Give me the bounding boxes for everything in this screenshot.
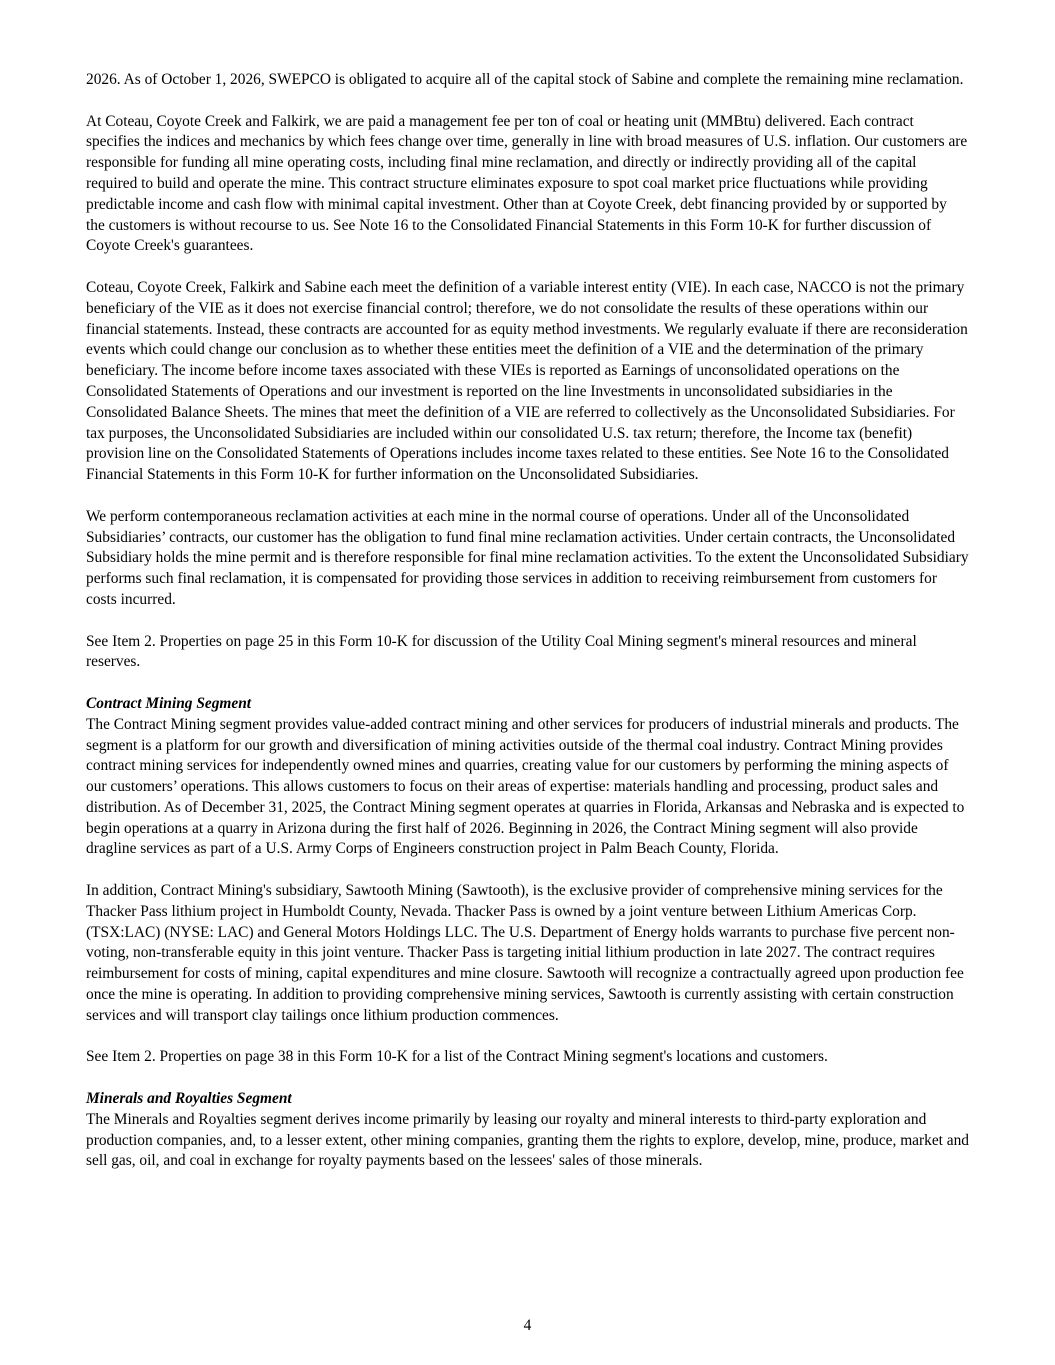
paragraph-sawtooth-mining: In addition, Contract Mining's subsidiary, Sawtooth Mining (Sawtooth), is the exclusive provider of comprehensive mining services for the Thacker Pass lithium project in Humboldt County, Nevada. Thacker Pass is owned by a joint venture between Lithium Americas Corp. (TSX:LAC) (NYSE: LAC) and General Motors Holdings LLC. The U.S. Department of Energy holds warrants to purchase five percent non-voting, non-transferable equity in this joint venture. Thacker Pass is targeting initial lithium production in late 2027. The contract requires reimbursement for costs of mining, capital expenditures and mine closure. Sawtooth will recognize a contractually agreed upon production fee once the mine is operating. In addition to providing comprehensive mining services, Sawtooth is currently assisting with certain construction services and will transport clay tailings once lithium production commences. [86,882,964,1024]
paragraph-management-fee: At Coteau, Coyote Creek and Falkirk, we are paid a management fee per ton of coal or heating unit (MMBtu) delivered. Each contract specifies the indices and mechanics by which fees change over time, generally in line with broad measures of U.S. inflation. Our customers are responsible for funding all mine operating costs, including final mine reclamation, and directly or indirectly providing all of the capital required to build and operate the mine. This contract structure eliminates exposure to spot coal market price fluctuations while providing predictable income and cash flow with minimal capital investment. Other than at Coyote Creek, debt financing provided by or supported by the customers is without recourse to us. See Note 16 to the Consolidated Financial Statements in this Form 10-K for further discussion of Coyote Creek's guarantees. [86,112,968,255]
minerals-royalties-overview: The Minerals and Royalties segment derives income primarily by leasing our royalty and mineral interests to third-party exploration and production companies, and, to a lesser extent, other mining companies, granting them the rights to explore, develop, mine, produce, market and sell gas, oil, and coal in exchange for royalty payments based on the lessees' sales of those minerals. [86,1110,970,1170]
contract-mining-heading: Contract Mining Segment [86,694,252,712]
minerals-royalties-heading: Minerals and Royalties Segment [86,1090,292,1108]
paragraph-contemporaneous-reclamation: We perform contemporaneous reclamation activities at each mine in the normal course of operations. Under all of the Unconsolidated Subsidiaries’ contracts, our customer has the obligation to fund final mine reclamation activities. Under certain contracts, the Unconsolidated Subsidiary holds the mine permit and is therefore responsible for final mine reclamation activities. To the extent the Unconsolidated Subsidiary performs such final reclamation, it is compensated for providing those services in addition to receiving reimbursement from customers for costs incurred. [86,507,969,608]
minerals-royalties-section [86,1089,969,1172]
contract-mining-section [86,694,969,860]
paragraph-vie-definition: Coteau, Coyote Creek, Falkirk and Sabine each meet the definition of a variable interest entity (VIE). In each case, NACCO is not the primary beneficiary of the VIE as it does not exercise financial control; therefore, we do not consolidate the results of these operations within our financial statements. Instead, these contracts are accounted for as equity method investments. We regularly evaluate if there are reconsideration events which could change our conclusion as to whether these entities meet the definition of a VIE and the determination of the primary beneficiary. The income before income taxes associated with these VIEs is reported as Earnings of unconsolidated operations on the Consolidated Statements of Operations and our investment is reported on the line Investments in unconsolidated subsidiaries in the Consolidated Balance Sheets. The mines that meet the definition of a VIE are referred to collectively as the Unconsolidated Subsidiaries. For tax purposes, the Unconsolidated Subsidiaries are included within our consolidated U.S. tax return; therefore, the Income tax (benefit) provision line on the Consolidated Statements of Operations includes income taxes related to these entities. See Note 16 to the Consolidated Financial Statements in this Form 10-K for further information on the Unconsolidated Subsidiaries. [86,278,968,484]
paragraph-contract-mining-properties: See Item 2. Properties on page 38 in this Form 10-K for a list of the Contract Mining segment's locations and customers. [86,1048,828,1066]
contract-mining-overview: The Contract Mining segment provides value-added contract mining and other services for producers of industrial minerals and products. The segment is a platform for our growth and diversification of mining activities outside of the thermal coal industry. Contract Mining provides contract mining services for independently owned mines and quarries, creating value for our customers by performing the mining aspects of our customers’ operations. This allows customers to focus on their areas of expertise: materials handling and processing, product sales and distribution. As of December 31, 2025, the Contract Mining segment operates at quarries in Florida, Arkansas and Nebraska and is expected to begin operations at a quarry in Arizona during the first half of 2026. Beginning in 2026, the Contract Mining segment will also provide dragline services as part of a U.S. Army Corps of Engineers construction project in Palm Beach County, Florida. [86,715,965,858]
paragraph-utility-coal-properties: See Item 2. Properties on page 25 in this Form 10-K for discussion of the Utility Coal Mining segment's mineral resources and mineral reserves. [86,632,917,671]
page-number: 4 [523,1317,532,1334]
paragraph-sabine-reclamation: 2026. As of October 1, 2026, SWEPCO is obligated to acquire all of the capital stock of Sabine and complete the remaining mine reclamation. [86,71,964,88]
